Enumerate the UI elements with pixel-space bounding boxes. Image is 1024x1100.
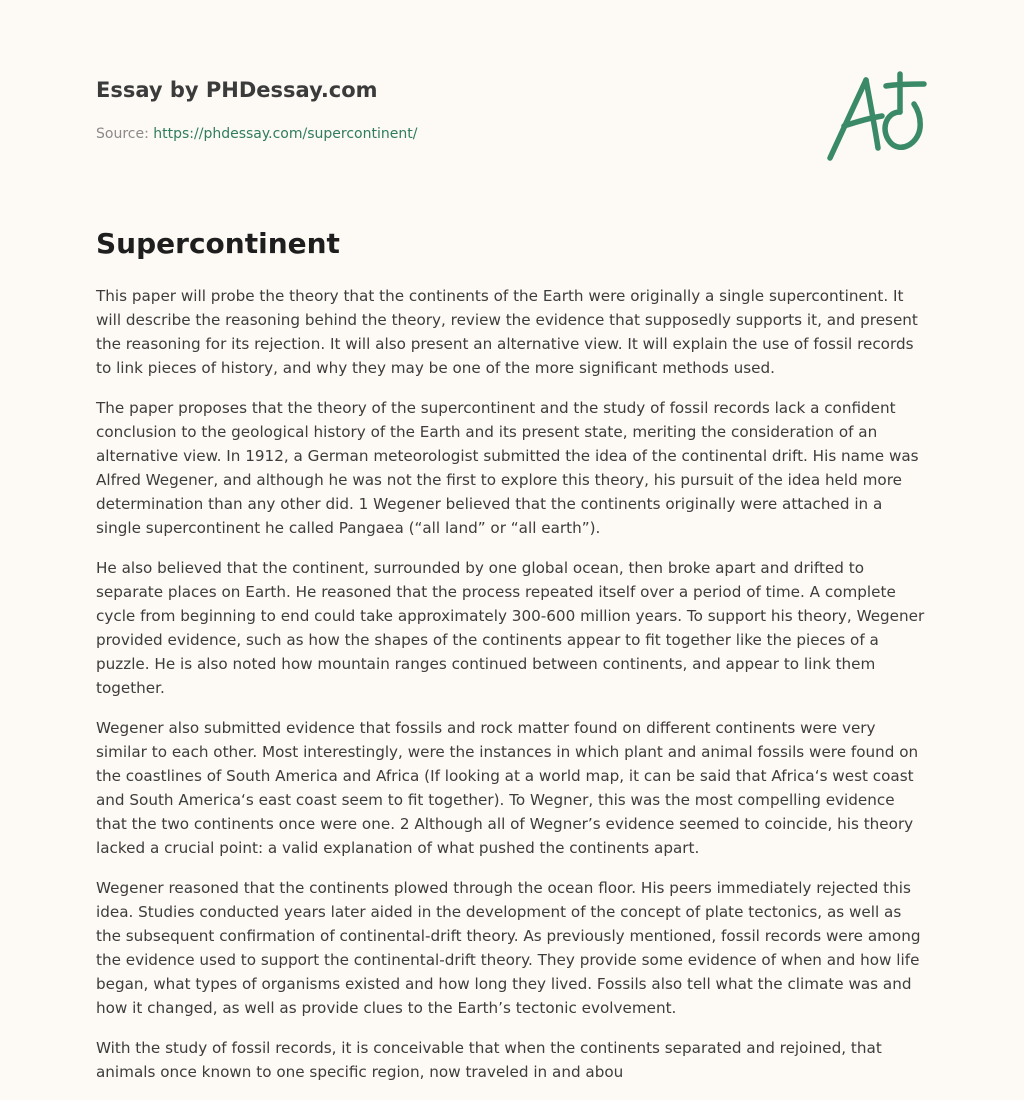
source-label: Source: xyxy=(96,126,149,142)
paragraph: Wegener reasoned that the continents plowed through the ocean floor. His peers immediately rejected this idea. Studies conducted years later aided in the development of the concept of plate tectonics, as well as the subsequent confirmation of continental-drift theory. As previously mentioned, fossil records were among the evidence used to support the continental-drift theory. They provide some evidence of when and how life began, what types of organisms existed and how long they lived. Fossils also tell what the climate was and how it changed, as well as provide clues to the Earth’s tectonic evolvement. xyxy=(96,879,921,1017)
essay-body xyxy=(96,284,928,1100)
source-link[interactable]: https://phdessay.com/supercontinent/ xyxy=(153,126,418,142)
a-plus-logo-icon xyxy=(820,66,930,166)
source-line xyxy=(96,124,696,144)
paragraph: The paper proposes that the theory of the supercontinent and the study of fossil records lack a confident conclusion to the geological history of the Earth and its present state, meriting the consideration of an alternative view. In 1912, a German meteorologist submitted the idea of the continental drift. His name was Alfred Wegener, and although he was not the first to explore this theory, his pursuit of the idea held more determination than any other did. 1 Wegener believed that the continents originally were attached in a single supercontinent he called Pangaea (“all land” or “all earth”). xyxy=(96,399,919,537)
paragraph: Wegener also submitted evidence that fossils and rock matter found on different continents were very similar to each other. Most interestingly, were the instances in which plant and animal fossils were found on the coastlines of South America and Africa (If looking at a world map, it can be said that Africa‘s west coast and South America‘s east coast seem to fit together). To Wegner, this was the most compelling evidence that the two continents once were one. 2 Although all of Wegner’s evidence seemed to coincide, his theory lacked a crucial point: a valid explanation of what pushed the continents apart. xyxy=(96,719,919,857)
paragraph: He also believed that the continent, surrounded by one global ocean, then broke apart and drifted to separate places on Earth. He reasoned that the process repeated itself over a period of time. A complete cycle from beginning to end could take approximately 300-600 million years. To support his theory, Wegener provided evidence, such as how the shapes of the continents appear to fit together like the pieces of a puzzle. He is also noted how mountain ranges continued between continents, and appear to link them together. xyxy=(96,559,925,697)
site-title: Essay by PHDessay.com xyxy=(96,78,378,102)
paragraph: With the study of fossil records, it is conceivable that when the continents separated and rejoined, that animals once known to one specific region, now traveled in and abou xyxy=(96,1039,882,1081)
page-header xyxy=(96,76,696,144)
essay-title: Supercontinent xyxy=(96,227,340,260)
paragraph: This paper will probe the theory that the continents of the Earth were originally a single supercontinent. It will describe the reasoning behind the theory, review the evidence that supposedly supports it, and present the reasoning for its rejection. It will also present an alternative view. It will explain the use of fossil records to link pieces of history, and why they may be one of the more significant methods used. xyxy=(96,287,918,377)
